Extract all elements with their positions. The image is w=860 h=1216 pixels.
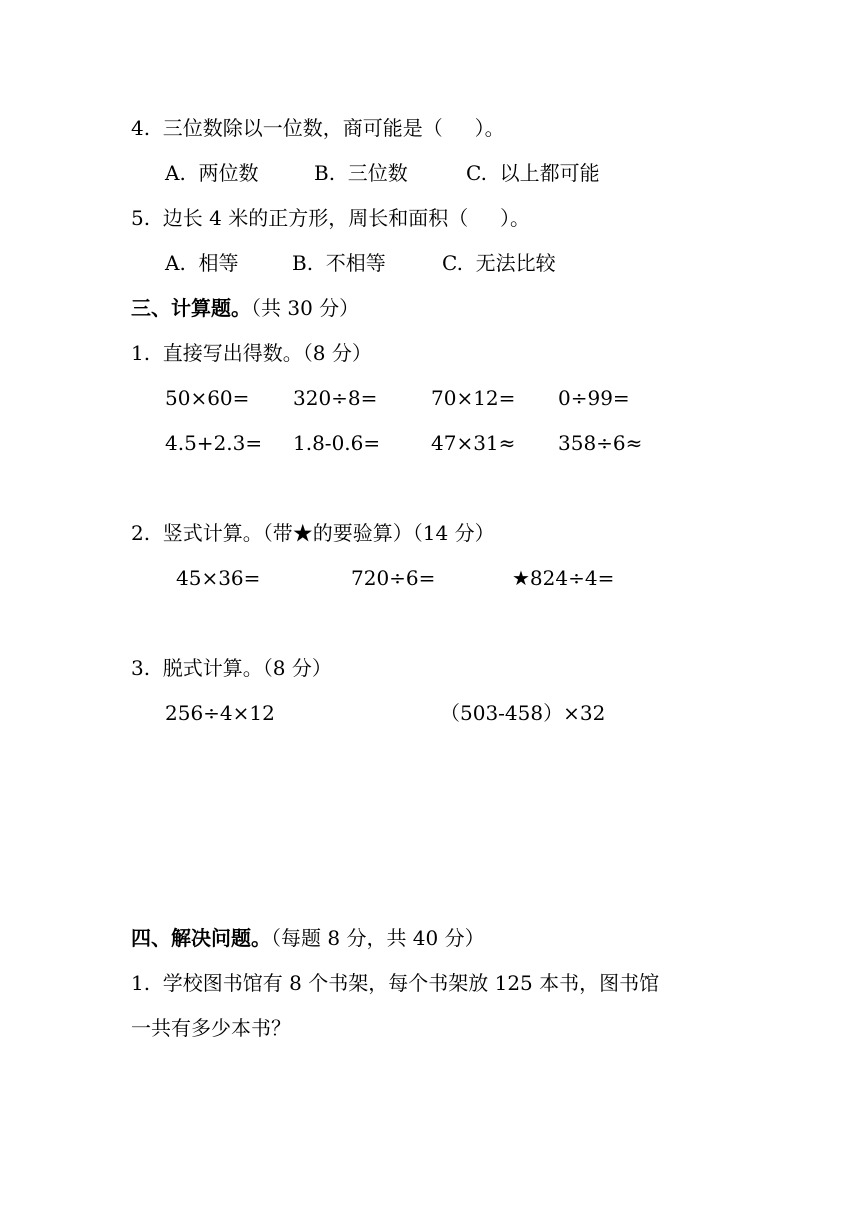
section-3-score: （共 30 分） [251,296,360,320]
section-4-score: （每题 8 分，共 40 分） [271,926,485,950]
question-5-option-a: A. 相等 [165,251,239,275]
problem-1-line-1: 1. 学校图书馆有 8 个书架，每个书架放 125 本书，图书馆 [131,971,660,995]
column-calc-item: ★824÷4= [512,566,615,590]
question-5-option-b: B. 不相等 [292,251,386,275]
column-calc-item: 45×36= [176,566,261,590]
question-5-option-c: C. 无法比较 [442,251,556,275]
subsection-2-title: 2. 竖式计算。（带★的要验算）（14 分） [131,521,495,545]
column-calc-item: 720÷6= [351,566,436,590]
oral-calc-item: 320÷8= [293,386,378,410]
oral-calc-item: 0÷99= [558,386,630,410]
problem-1-line-2: 一共有多少本书？ [131,1016,291,1040]
oral-calc-item: 50×60= [165,386,250,410]
stepwise-calc-item: 256÷4×12 [165,701,275,725]
oral-calc-item: 358÷6≈ [558,431,643,455]
question-4-option-c: C. 以上都可能 [466,161,600,185]
question-4-option-a: A. 两位数 [165,161,259,185]
section-3-title: 三、计算题。 [131,296,251,320]
subsection-3-title: 3. 脱式计算。（8 分） [131,656,332,680]
question-4-option-b: B. 三位数 [314,161,408,185]
question-5-stem: 5. 边长 4 米的正方形，周长和面积（ ）。 [131,206,531,230]
question-4-stem: 4. 三位数除以一位数，商可能是（ ）。 [131,116,505,140]
oral-calc-item: 4.5+2.3= [165,431,263,455]
subsection-1-title: 1. 直接写出得数。（8 分） [131,341,372,365]
oral-calc-item: 47×31≈ [431,431,516,455]
oral-calc-item: 70×12= [431,386,516,410]
section-3-heading [131,298,359,318]
stepwise-calc-item: （503-458）×32 [440,701,606,725]
oral-calc-item: 1.8-0.6= [293,431,381,455]
section-4-title: 四、解决问题。 [131,926,271,950]
section-4-heading [131,928,485,948]
